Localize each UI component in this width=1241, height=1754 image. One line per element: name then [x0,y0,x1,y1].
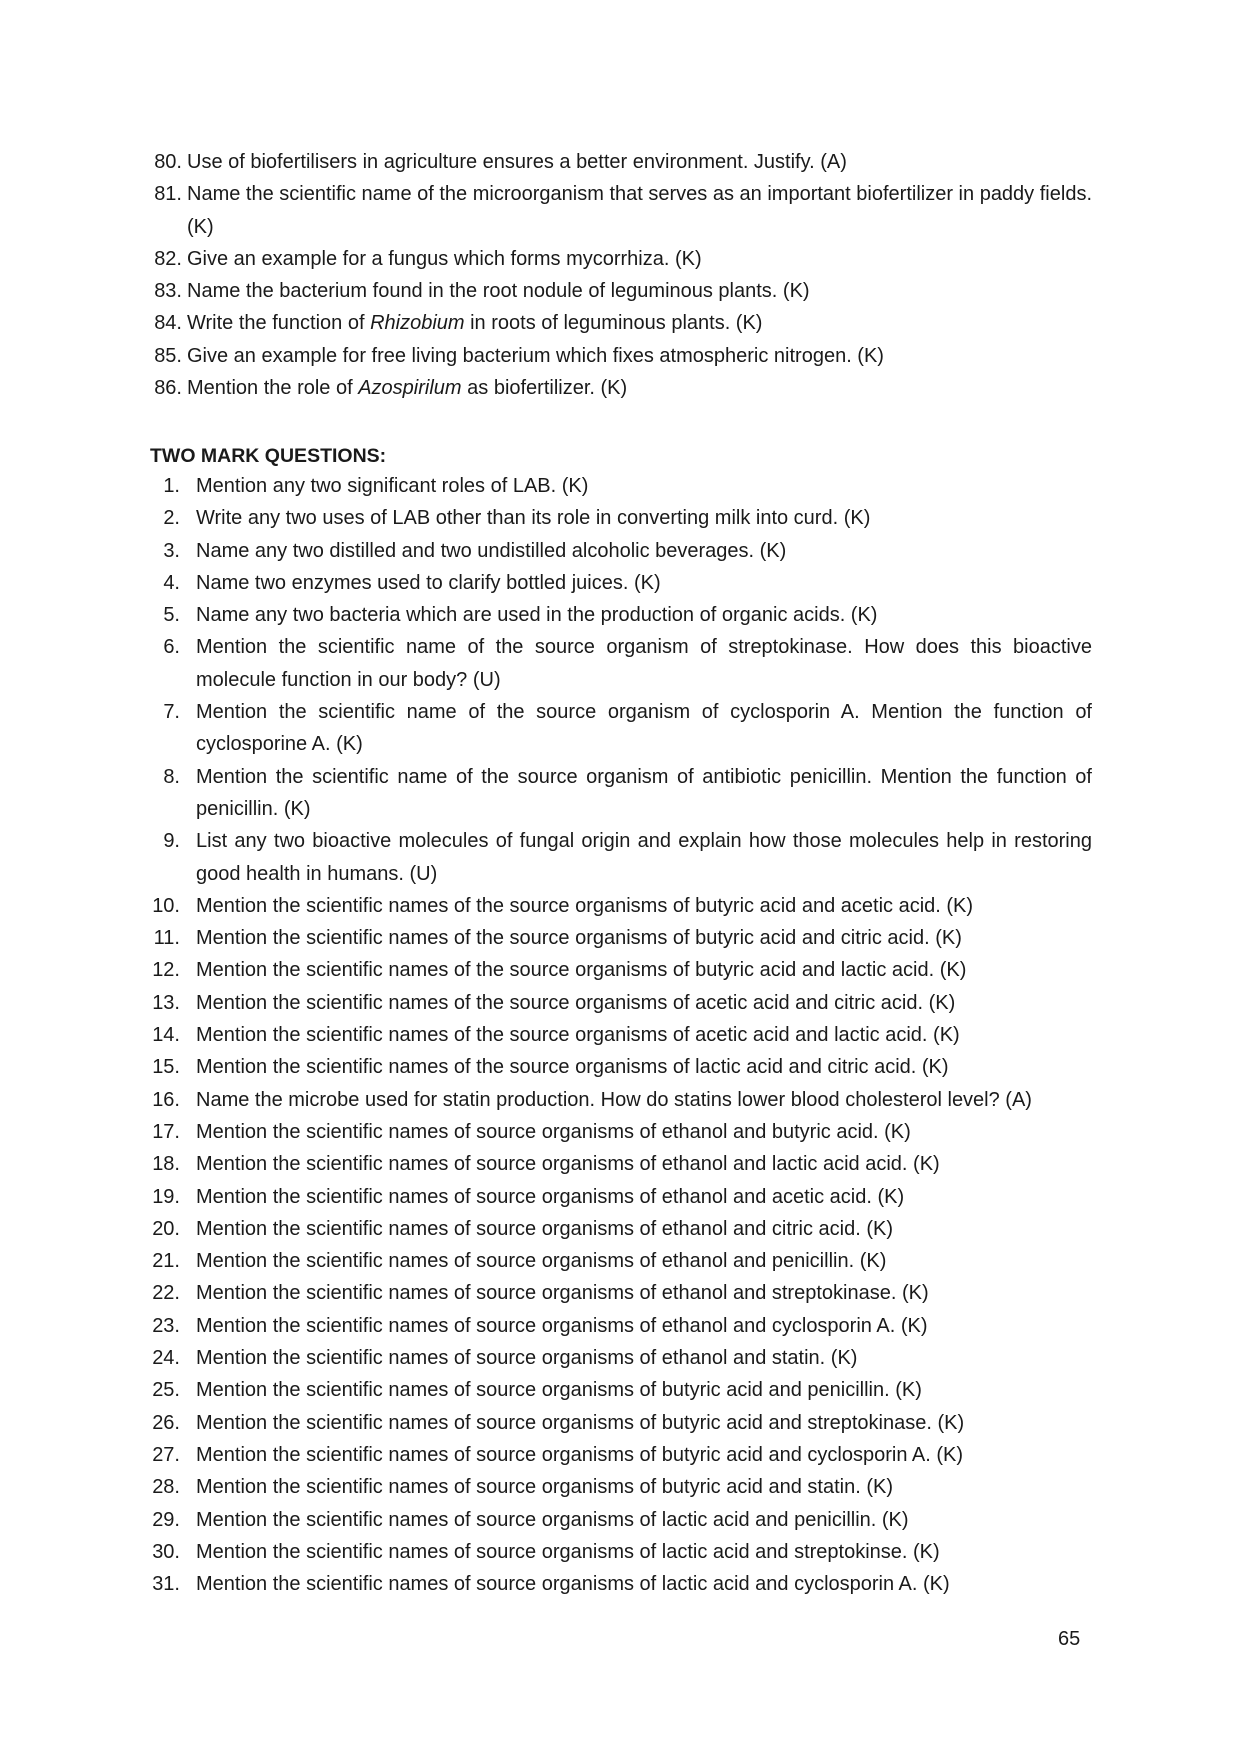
list-item [148,1471,1092,1503]
question-number: 11. [153,927,180,950]
question-number: 14. [152,1024,180,1047]
question-number: 15. [152,1056,180,1079]
question-number: 2. [163,507,180,530]
question-text: Mention the scientific names of source organisms of ethanol and lactic acid acid. (K) [196,1153,940,1176]
question-number: 4. [163,571,180,594]
question-number: 23. [152,1314,180,1337]
list-item [148,243,1092,275]
question-number: 27. [152,1443,180,1466]
question-text: Give an example for a fungus which forms mycorrhiza. (K) [187,247,702,270]
question-number: 3. [163,539,180,562]
list-item [148,1407,1092,1439]
question-text-pre: Write the function of [187,312,371,335]
list-item [148,178,1092,243]
organism-name-azospirilum: Azospirilum [358,377,462,400]
question-number: 13. [152,991,180,1014]
question-text: Mention the scientific names of the source organisms of acetic acid and citric acid. (K) [196,991,956,1014]
list-item [148,307,1092,339]
question-text: Mention the scientific name of the source organism of antibiotic penicillin. Mention the function of penicillin. (K) [196,765,1092,820]
question-text: Mention the scientific names of the source organisms of butyric acid and lactic acid. (K) [196,959,967,982]
question-text-post: in roots of leguminous plants. (K) [464,312,763,335]
question-number: 26. [152,1411,180,1434]
question-text: Name two enzymes used to clarify bottled juices. (K) [196,571,661,594]
section-heading: TWO MARK QUESTIONS: [150,445,387,467]
question-text: Mention the scientific names of source organisms of lactic acid and streptokinse. (K) [196,1540,940,1563]
question-text: List any two bioactive molecules of fungal origin and explain how those molecules help in restoring good health in humans. (U) [196,830,1092,885]
question-number: 22. [152,1282,180,1305]
question-number: 17. [152,1120,180,1143]
question-number: 86. [154,377,182,400]
list-item [148,567,1092,599]
question-number: 31. [152,1573,180,1596]
one-mark-question-list [148,146,1092,404]
list-item [148,825,1092,890]
question-number: 29. [152,1508,180,1531]
question-text: Mention the scientific names of source organisms of butyric acid and statin. (K) [196,1476,893,1499]
question-text: Mention the scientific names of the source organisms of butyric acid and citric acid. (K) [196,927,962,950]
organism-name-rhizobium: Rhizobium [370,312,465,335]
list-item [148,1374,1092,1406]
question-number: 80. [154,151,182,173]
question-text: Mention any two significant roles of LAB. (K) [196,475,589,497]
question-text: Mention the scientific names of the source organisms of acetic acid and lactic acid. (K) [196,1024,960,1047]
list-item [148,275,1092,307]
list-item [148,1568,1092,1600]
question-text: Mention the scientific names of source organisms of butyric acid and cyclosporin A. (K) [196,1443,964,1466]
question-number: 30. [152,1540,180,1563]
question-text: Mention the scientific names of source organisms of ethanol and cyclosporin A. (K) [196,1314,928,1337]
list-item [148,1439,1092,1471]
question-number: 16. [152,1088,180,1111]
question-text: Mention the scientific names of source organisms of ethanol and acetic acid. (K) [196,1185,905,1208]
question-number: 19. [152,1185,180,1208]
list-item [148,1181,1092,1213]
list-item [148,1277,1092,1309]
list-item [148,1504,1092,1536]
list-item [148,1536,1092,1568]
question-text: Mention the scientific names of source organisms of ethanol and butyric acid. (K) [196,1120,911,1143]
question-text: Use of biofertilisers in agriculture ensures a better environment. Justify. (A) [187,151,847,173]
list-item [148,890,1092,922]
list-item [148,146,1092,178]
list-item [148,1245,1092,1277]
question-number: 8. [163,765,180,788]
question-number: 84. [154,312,182,335]
question-number: 21. [152,1250,180,1273]
list-item [148,954,1092,986]
question-text: Name any two bacteria which are used in the production of organic acids. (K) [196,604,878,627]
question-text: Mention the scientific names of the source organisms of butyric acid and acetic acid. (K) [196,894,974,917]
question-text: Mention the scientific names of source organisms of lactic acid and penicillin. (K) [196,1508,909,1531]
list-item [148,696,1092,761]
list-item [148,1116,1092,1148]
list-item [148,631,1092,696]
question-text: Name the scientific name of the microorganism that serves as an important biofertilizer in paddy fields. (K) [187,183,1092,238]
list-item [148,1084,1092,1116]
question-number: 24. [152,1347,180,1370]
list-item [148,987,1092,1019]
question-text: Mention the scientific names of source organisms of ethanol and citric acid. (K) [196,1217,893,1240]
question-text: Write any two uses of LAB other than its role in converting milk into curd. (K) [196,507,871,530]
question-text: Name the bacterium found in the root nodule of leguminous plants. (K) [187,280,810,303]
page-number: 65 [1058,1628,1081,1650]
question-text: Mention the scientific names of source organisms of ethanol and streptokinase. (K) [196,1282,929,1305]
question-text: Mention the scientific names of source organisms of lactic acid and cyclosporin A. (K) [196,1573,950,1596]
list-item [148,1310,1092,1342]
question-text: Mention the scientific name of the source organism of cyclosporin A. Mention the function of cyclosporine A. (K) [196,701,1092,756]
list-item [148,1213,1092,1245]
question-text: Mention the scientific names of source organisms of ethanol and statin. (K) [196,1347,858,1370]
question-number: 20. [152,1217,180,1240]
question-text: Name the microbe used for statin production. How do statins lower blood cholesterol level? (A) [196,1088,1032,1111]
question-text-post: as biofertilizer. (K) [461,377,628,400]
question-text: Mention the scientific name of the source organism of streptokinase. How does this bioactive molecule function in our body? (U) [196,636,1092,691]
question-number: 6. [163,636,180,659]
question-text: Mention the scientific names of the source organisms of lactic acid and citric acid. (K) [196,1056,949,1079]
list-item [148,372,1092,404]
question-number: 9. [163,830,180,853]
question-number: 82. [154,247,182,270]
list-item [148,599,1092,631]
question-number: 85. [154,344,182,367]
list-item [148,470,1092,502]
question-number: 7. [163,701,180,724]
two-mark-question-list [148,470,1092,1600]
list-item [148,535,1092,567]
question-number: 81. [154,183,182,206]
question-number: 25. [152,1379,180,1402]
question-number: 1. [163,475,180,497]
question-text: Mention the scientific names of source organisms of butyric acid and streptokinase. (K) [196,1411,965,1434]
question-text: Mention the scientific names of source organisms of ethanol and penicillin. (K) [196,1250,887,1273]
question-number: 12. [152,959,180,982]
question-text-pre: Mention the role of [187,377,359,400]
question-number: 5. [163,604,180,627]
question-number: 10. [152,894,180,917]
list-item [148,1051,1092,1083]
question-text: Name any two distilled and two undistilled alcoholic beverages. (K) [196,539,787,562]
list-item [148,761,1092,826]
question-text: Give an example for free living bacterium which fixes atmospheric nitrogen. (K) [187,344,884,367]
question-number: 28. [152,1476,180,1499]
question-number: 83. [154,280,182,303]
list-item [148,1342,1092,1374]
question-number: 18. [152,1153,180,1176]
list-item [148,1019,1092,1051]
list-item [148,502,1092,534]
question-text: Mention the scientific names of source organisms of butyric acid and penicillin. (K) [196,1379,922,1402]
list-item [148,922,1092,954]
list-item [148,1148,1092,1180]
list-item [148,340,1092,372]
